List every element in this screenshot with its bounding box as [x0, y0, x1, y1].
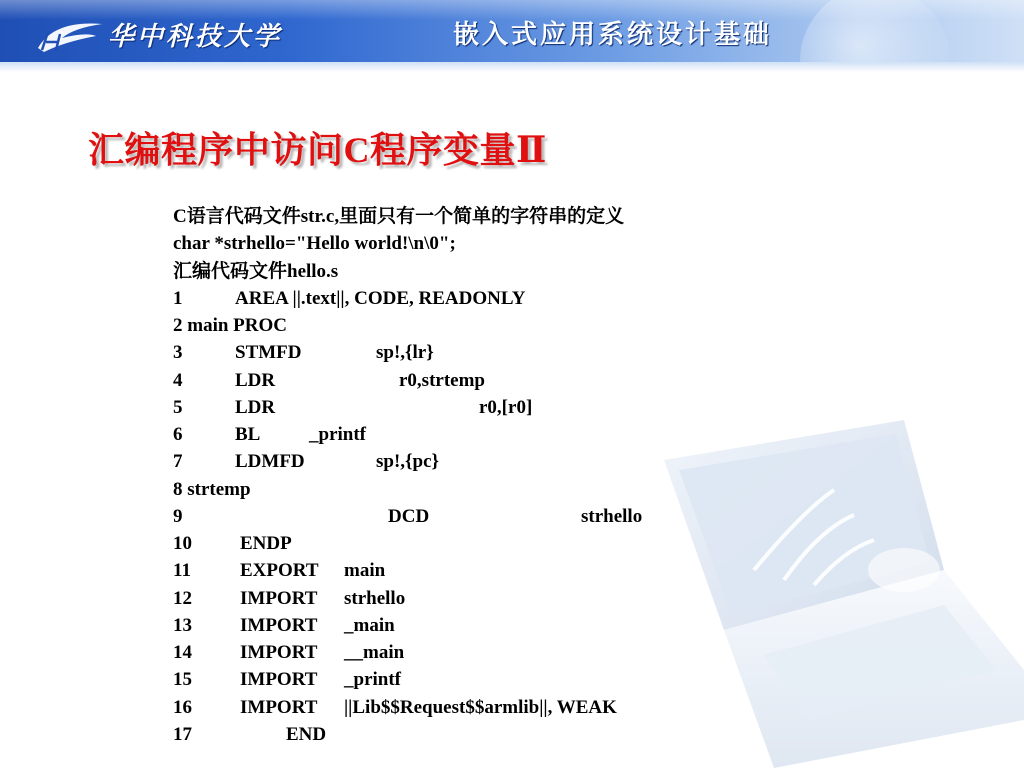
code-token: __main [344, 642, 405, 663]
code-token: EXPORT [240, 560, 319, 582]
code-token: r0,strtemp [399, 369, 485, 391]
code-line-start: 9 [173, 505, 183, 527]
code-line [173, 585, 733, 612]
code-token: sp!,{lr} [376, 342, 434, 364]
code-line [173, 476, 733, 503]
code-token: IMPORT [240, 587, 318, 609]
code-line-start: C语言代码文件str.c,里面只有一个简单的字符串的定义 [173, 206, 625, 227]
code-line [173, 203, 733, 230]
code-token: IMPORT [240, 669, 318, 691]
code-line-start: 6 [173, 424, 183, 445]
code-token: ENDP [240, 533, 292, 554]
code-line [173, 530, 733, 557]
code-line [173, 612, 733, 639]
code-line [173, 448, 733, 475]
code-line [173, 339, 733, 366]
code-token: sp!,{pc} [376, 451, 440, 473]
code-token: LDR [235, 369, 276, 391]
code-line-start: 11 [173, 560, 191, 582]
code-line [173, 694, 733, 721]
code-token: _printf [344, 669, 401, 691]
code-line [173, 666, 733, 693]
code-line [173, 639, 733, 666]
code-listing [173, 203, 733, 748]
code-line-start: 7 [173, 451, 183, 473]
hust-logo-icon [34, 18, 106, 54]
code-line-start: 3 [173, 342, 183, 364]
slide-title: 汇编程序中访问C程序变量Ⅱ [88, 130, 547, 170]
code-token: _main [344, 614, 395, 636]
header-banner [0, 0, 1024, 72]
code-token: END [286, 723, 327, 745]
code-line [173, 258, 733, 285]
code-line-start: 14 [173, 642, 192, 663]
code-line-start: 1 [173, 287, 183, 309]
code-token: IMPORT [240, 696, 318, 718]
code-line [173, 557, 733, 584]
code-line-start: 15 [173, 669, 192, 691]
code-line-start: 8 strtemp [173, 478, 251, 500]
code-line [173, 421, 733, 448]
code-token: DCD [388, 505, 430, 527]
code-line [173, 312, 733, 339]
code-token: r0,[r0] [479, 396, 533, 418]
code-token: BL [235, 424, 261, 445]
course-title: 嵌入式应用系统设计基础 [452, 20, 772, 50]
code-line [173, 230, 733, 257]
code-token: strhello [581, 505, 643, 527]
code-line-start: 10 [173, 533, 192, 554]
code-token: _printf [309, 424, 366, 445]
header-fade-band [0, 62, 1024, 72]
code-line-start: char *strhello="Hello world!\n\0"; [173, 233, 456, 255]
code-line-start: 5 [173, 396, 183, 418]
code-line-start: 12 [173, 587, 192, 609]
code-line-start: 4 [173, 369, 183, 391]
code-token: ||Lib$$Request$$armlib||, WEAK [344, 696, 617, 718]
code-line-start: 16 [173, 696, 192, 718]
code-line [173, 721, 733, 748]
code-token: LDR [235, 396, 276, 418]
code-token: IMPORT [240, 614, 318, 636]
code-line-start: 汇编代码文件hello.s [173, 260, 339, 282]
code-line [173, 285, 733, 312]
code-line-start: 13 [173, 614, 192, 636]
code-token: strhello [344, 587, 406, 609]
code-line [173, 394, 733, 421]
university-name: 华中科技大学 [108, 22, 283, 52]
code-line [173, 503, 733, 530]
code-token: main [344, 560, 386, 582]
code-line [173, 367, 733, 394]
code-line-start: 2 main PROC [173, 315, 287, 336]
code-token: IMPORT [240, 642, 318, 663]
code-token: AREA ||.text||, CODE, READONLY [235, 287, 526, 309]
code-token: LDMFD [235, 451, 305, 473]
code-token: STMFD [235, 342, 302, 364]
code-line-start: 17 [173, 723, 192, 745]
